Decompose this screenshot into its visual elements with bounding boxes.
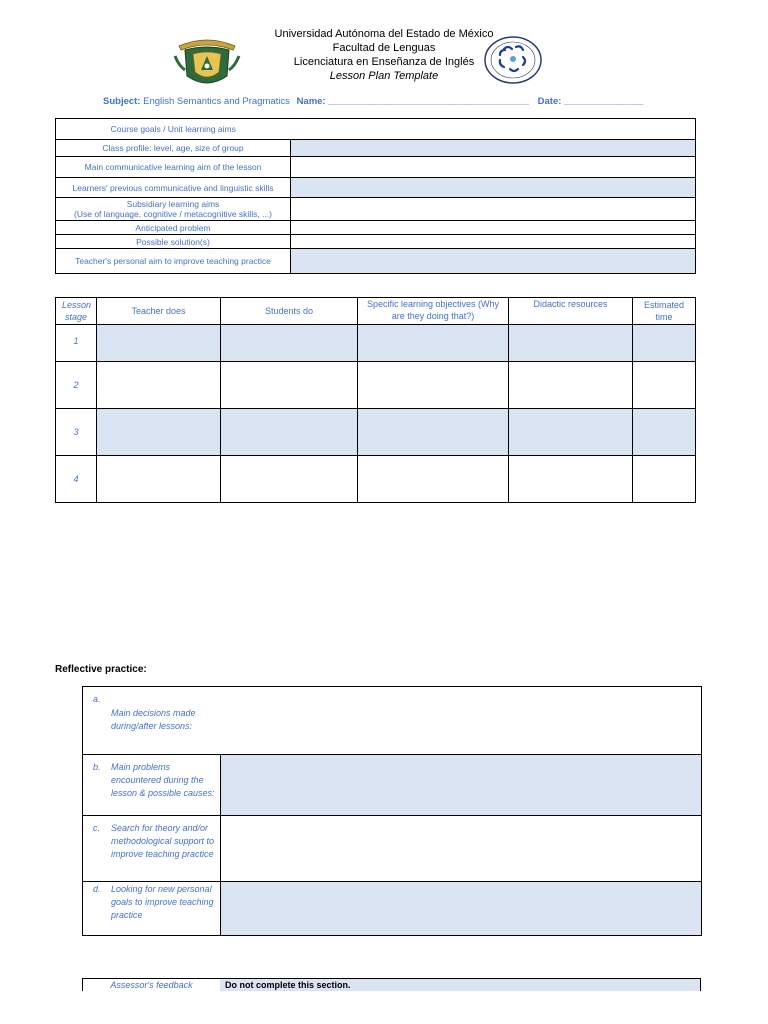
header-learning-objectives: Specific learning objectives (Why are they doing that?) [358,298,509,325]
cell-didactic-resources[interactable] [509,362,633,409]
item-text: Search for theory and/or methodological support to improve teaching practice [111,823,215,859]
profile-label-course-goals: Course goals / Unit learning aims [56,119,291,140]
item-text: Main decisions made during/after lessons: [111,708,196,731]
cell-learning-objectives[interactable] [358,456,509,503]
lesson-profile-table [55,118,696,274]
faculty-logo [482,35,544,85]
cell-students-do[interactable] [221,362,358,409]
table-row [56,157,696,178]
table-header-row [56,298,696,325]
reflective-practice-heading: Reflective practice: [55,664,147,675]
profile-value-possible-solutions[interactable] [291,235,696,249]
header-teacher-does: Teacher does [97,298,221,325]
table-row [56,198,696,221]
cell-teacher-does[interactable] [97,456,221,503]
cell-learning-objectives[interactable] [358,362,509,409]
item-letter: a. [93,694,101,704]
subsidiary-aims-detail: (Use of language, cognitive / metacognitive skills, ...) [74,209,272,219]
item-letter: c. [93,823,101,833]
stage-number: 1 [56,325,97,362]
lesson-stages-table [55,297,696,503]
header-didactic-resources: Didactic resources [509,298,633,325]
profile-value-main-aim[interactable] [291,157,696,178]
stage-number: 2 [56,362,97,409]
name-field[interactable]: Name: ______________________________________ [296,96,530,107]
profile-value-previous-skills[interactable] [291,178,696,198]
table-row [83,687,702,755]
profile-label-anticipated-problem: Anticipated problem [56,221,291,235]
program-name: Licenciatura en Enseñanza de Inglés [293,56,475,68]
profile-label-subsidiary-aims [56,198,291,221]
table-row [56,249,696,274]
table-row [56,119,696,140]
cell-teacher-does[interactable] [97,325,221,362]
table-row [56,456,696,503]
item-text: Main problems encountered during the lesson & possible causes: [111,762,215,798]
template-title: Lesson Plan Template [329,70,439,82]
table-row [56,140,696,157]
cell-students-do[interactable] [221,409,358,456]
reflective-item-a [83,687,221,755]
cell-teacher-does[interactable] [97,409,221,456]
cell-estimated-time[interactable] [633,325,696,362]
profile-label-teacher-aim: Teacher's personal aim to improve teaching practice [56,249,291,274]
assessor-feedback-row [82,978,701,991]
table-row [56,325,696,362]
reflective-answer-c[interactable] [221,816,702,882]
cell-students-do[interactable] [221,456,358,503]
reflective-item-b [83,755,221,816]
item-text: Looking for new personal goals to improve teaching practice [111,884,214,920]
profile-label-previous-skills: Learners' previous communicative and linguistic skills [56,178,291,198]
profile-label-class-profile: Class profile: level, age, size of group [56,140,291,157]
table-row [56,362,696,409]
reflective-answer-a[interactable] [221,687,702,755]
assessor-feedback-label: Assessor's feedback [110,980,193,990]
header-lesson-stage: Lesson stage [56,298,97,325]
subject-label: Subject: [103,96,141,107]
cell-estimated-time[interactable] [633,456,696,503]
profile-value-teacher-aim[interactable] [291,249,696,274]
table-row [56,409,696,456]
table-row [83,755,702,816]
stage-number: 4 [56,456,97,503]
subject-line [103,96,643,108]
reflective-item-c [83,816,221,882]
cell-didactic-resources[interactable] [509,456,633,503]
profile-value-class-profile[interactable] [291,140,696,157]
cell-teacher-does[interactable] [97,362,221,409]
stage-number: 3 [56,409,97,456]
date-field[interactable]: Date: _______________ [537,96,644,107]
faculty-name: Facultad de Lenguas [332,42,436,54]
reflective-answer-b[interactable] [221,755,702,816]
header-estimated-time: Estimated time [633,298,696,325]
table-row [56,235,696,249]
reflective-practice-table [82,686,702,936]
cell-estimated-time[interactable] [633,362,696,409]
cell-learning-objectives[interactable] [358,409,509,456]
cell-didactic-resources[interactable] [509,409,633,456]
table-row [56,221,696,235]
profile-value-course-goals[interactable] [291,119,696,140]
profile-label-possible-solutions: Possible solution(s) [56,235,291,249]
table-row [83,816,702,882]
item-letter: b. [93,762,101,772]
reflective-answer-d[interactable] [221,882,702,936]
table-row [83,882,702,936]
item-letter: d. [93,884,101,894]
header-students-do: Students do [221,298,358,325]
reflective-item-d [83,882,221,936]
profile-value-subsidiary-aims[interactable] [291,198,696,221]
cell-didactic-resources[interactable] [509,325,633,362]
cell-learning-objectives[interactable] [358,325,509,362]
university-name: Universidad Autónoma del Estado de México [274,28,494,40]
cell-students-do[interactable] [221,325,358,362]
profile-value-anticipated-problem[interactable] [291,221,696,235]
profile-label-main-aim: Main communicative learning aim of the lesson [56,157,291,178]
subject-value: English Semantics and Pragmatics [143,96,290,107]
assessor-feedback-note: Do not complete this section. [220,979,700,991]
cell-estimated-time[interactable] [633,409,696,456]
table-row [56,178,696,198]
subsidiary-aims-title: Subsidiary learning aims [126,199,220,209]
